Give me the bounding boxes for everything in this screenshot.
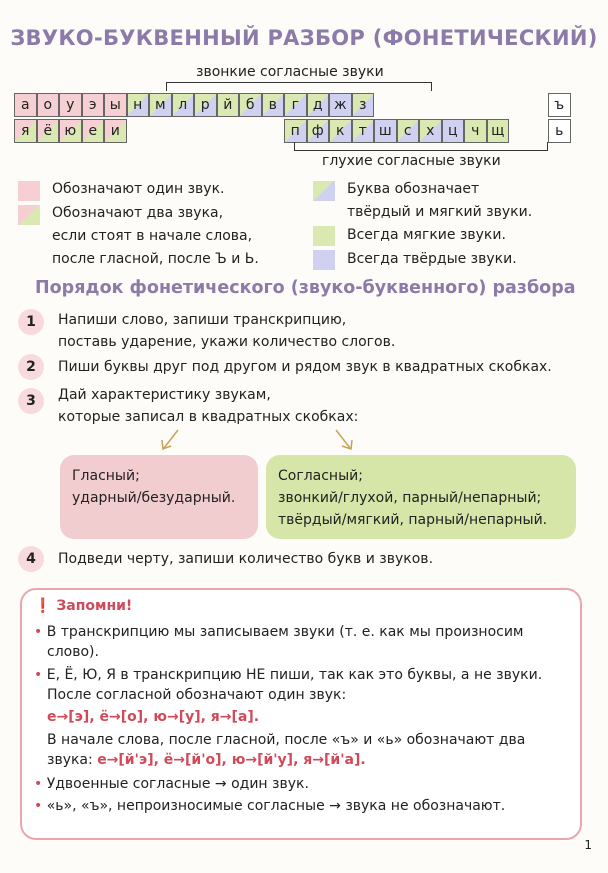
letter-cell-ю: ю xyxy=(59,119,82,143)
remember-box xyxy=(20,588,582,840)
letter-cell-б: б xyxy=(239,93,262,117)
step-1-line-2: поставь ударение, укажи количество слогов. xyxy=(58,334,396,350)
letter-cell-у: у xyxy=(59,93,82,117)
step-2-line-1: Пиши буквы друг под другом и рядом звук в квадратных скобках. xyxy=(58,359,552,375)
order-title: Порядок фонетического (звуко-буквенного) разбора xyxy=(35,278,576,298)
remember-line-7: звука: е→[й'э], ё→[й'о], ю→[й'у], я→[й'а]. xyxy=(47,752,366,768)
letter-cell-н: н xyxy=(127,93,150,117)
remember-line-8: • Удвоенные согласные → один звук. xyxy=(34,776,309,792)
letter-cell-щ: щ xyxy=(487,119,510,143)
letter-cell-ё: ё xyxy=(37,119,60,143)
legend-soft: Всегда мягкие звуки. xyxy=(347,227,506,243)
consonant-box-line-2: звонкий/глухой, парный/непарный; xyxy=(278,490,542,506)
letter-cell-ц: ц xyxy=(442,119,465,143)
letter-cell-п: п xyxy=(284,119,307,143)
swatch-lilac xyxy=(313,250,335,270)
letter-cell-я: я xyxy=(14,119,37,143)
consonant-box xyxy=(266,455,576,539)
letter-cell-ы: ы xyxy=(104,93,127,117)
letter-cell-л: л xyxy=(172,93,195,117)
letter-cell-к: к xyxy=(329,119,352,143)
letter-cell-е: е xyxy=(82,119,105,143)
page-number: 1 xyxy=(584,838,592,852)
step-number-3: 3 xyxy=(18,388,44,414)
letter-cell-о: о xyxy=(37,93,60,117)
step-number-4: 4 xyxy=(18,546,44,572)
consonant-box-line-3: твёрдый/мягкий, парный/непарный. xyxy=(278,512,548,528)
step-number-2: 2 xyxy=(18,354,44,380)
legend-one-sound: Обозначают один звук. xyxy=(52,181,225,197)
legend-two-sounds-3: после гласной, после Ъ и Ь. xyxy=(52,251,259,267)
letter-cell-т: т xyxy=(352,119,375,143)
swatch-green-lilac xyxy=(313,181,335,201)
voiced-caption: звонкие согласные звуки xyxy=(196,64,384,80)
letter-cell-з: з xyxy=(352,93,375,117)
letter-cell-ь: ь xyxy=(548,119,571,143)
step-3-line-1: Дай характеристику звукам, xyxy=(58,387,271,403)
letter-cell-р: р xyxy=(194,93,217,117)
vowel-box xyxy=(60,455,258,539)
remember-line-9: • «ь», «ъ», непроизносимые согласные → звука не обозначают. xyxy=(34,798,506,814)
legend-two-sounds-1: Обозначают два звука, xyxy=(52,205,224,221)
letter-cell-с: с xyxy=(397,119,420,143)
letter-cell-ш: ш xyxy=(374,119,397,143)
letter-cell-ж: ж xyxy=(329,93,352,117)
letter-cell-ъ: ъ xyxy=(548,93,571,117)
legend-both-2: твёрдый и мягкий звуки. xyxy=(347,204,533,220)
legend-both-1: Буква обозначает xyxy=(347,181,480,197)
step-3-line-2: которые записал в квадратных скобках: xyxy=(58,409,359,425)
remember-line-5: е→[э], ё→[о], ю→[у], я→[а]. xyxy=(47,709,260,725)
letter-cell-г: г xyxy=(284,93,307,117)
legend-hard: Всегда твёрдые звуки. xyxy=(347,251,517,267)
letter-cell-й: й xyxy=(217,93,240,117)
remember-line-4: После согласной обозначают один звук: xyxy=(47,687,347,703)
step-1-line-1: Напиши слово, запиши транскрипцию, xyxy=(58,312,347,328)
remember-line-2: слово). xyxy=(47,644,99,660)
letter-cell-э: э xyxy=(82,93,105,117)
swatch-green xyxy=(313,226,335,246)
letter-cell-в: в xyxy=(262,93,285,117)
exclamation-icon: ❗ xyxy=(34,598,52,614)
remember-line-1: • В транскрипцию мы записываем звуки (т. е. как мы произносим xyxy=(34,624,524,640)
vowel-box-line-1: Гласный; xyxy=(72,468,140,484)
vowel-box-line-2: ударный/безударный. xyxy=(72,490,236,506)
step-4-line-1: Подведи черту, запиши количество букв и звуков. xyxy=(58,551,434,567)
swatch-pink xyxy=(18,181,40,201)
legend-two-sounds-2: если стоят в начале слова, xyxy=(52,228,253,244)
step-number-1: 1 xyxy=(18,309,44,335)
voiceless-bracket xyxy=(294,142,548,151)
voiced-bracket xyxy=(166,82,432,91)
consonant-box-line-1: Согласный; xyxy=(278,468,363,484)
letter-cell-ч: ч xyxy=(464,119,487,143)
letter-cell-ф: ф xyxy=(307,119,330,143)
letter-cell-д: д xyxy=(307,93,330,117)
remember-line-6: В начале слова, после гласной, после «ъ» и «ь» обозначают два xyxy=(47,732,526,748)
remember-title: ❗ Запомни! xyxy=(34,598,133,614)
swatch-pink-green xyxy=(18,205,40,225)
voiceless-caption: глухие согласные звуки xyxy=(322,153,501,169)
letter-cell-а: а xyxy=(14,93,37,117)
arrows-icon xyxy=(150,428,370,454)
remember-line-3: • Е, Ё, Ю, Я в транскрипцию НЕ пиши, так как это буквы, а не звуки. xyxy=(34,667,543,683)
page-title: ЗВУКО-БУКВЕННЫЙ РАЗБОР (ФОНЕТИЧЕСКИЙ) xyxy=(10,26,598,50)
letter-cell-и: и xyxy=(104,119,127,143)
letter-cell-х: х xyxy=(419,119,442,143)
letter-cell-м: м xyxy=(149,93,172,117)
